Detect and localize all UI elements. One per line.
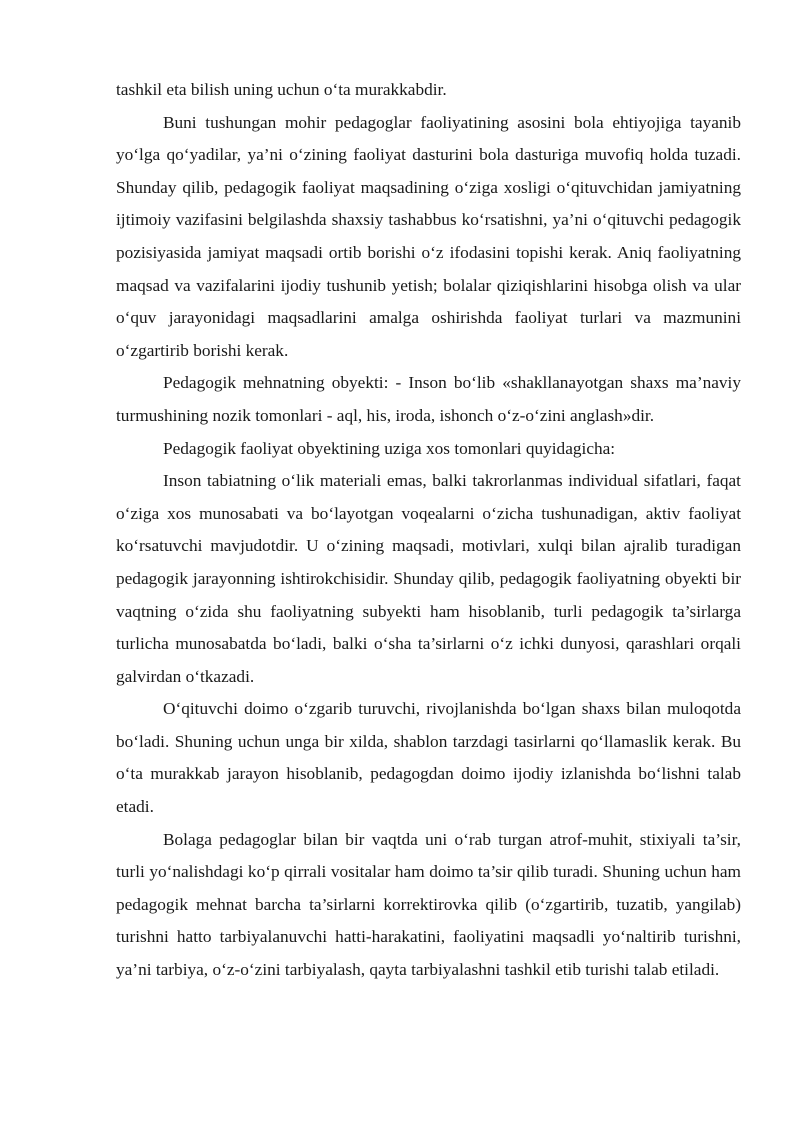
paragraph-obyekt-tomonlari: Pedagogik faoliyat obyektining uziga xos tomonlari quyidagicha: xyxy=(163,438,616,458)
paragraph-oqituvchi: O‘qituvchi doimo o‘zgarib turuvchi, rivojlanishda bo‘lgan shaxs bilan muloqotda bo‘ladi. Shuning uchun unga bir xilda, shablon tarzdagi tasirlarni qo‘llamaslik kerak. Bu o‘ta murakkab jarayon hisoblanib, pedagogdan doimo ijodiy izlanishda bo‘lishni talab etadi. xyxy=(116,699,741,817)
paragraph-continuation: tashkil eta bilish uning uchun o‘ta murakkabdir. xyxy=(116,80,447,99)
paragraph-bolaga-tasir: Bolaga pedagoglar bilan bir vaqtda uni o‘rab turgan atrof-muhit, stixiyali ta’sir, turli yo‘nalishdagi ko‘p qirrali vositalar ham doimo ta’sir qilib turadi. Shuning uchun ham pedagogik mehnat barcha ta’sirlarni korrektirovka qilib (o‘zgartirib, tuzatib, yangilab) turishni hatto tarbiyalanuvchi hatti-harakatini, faoliyatini maqsadli yo‘naltirib turishni, ya’ni tarbiya, o‘z-o‘zini tarbiyalash, qayta tarbiyalashni tashkil etib turishi talab etiladi. xyxy=(116,829,741,980)
paragraph-mehnat-obyekti: Pedagogik mehnatning obyekti: - Inson bo‘lib «shakllanayotgan shaxs ma’naviy turmushining nozik tomonlari - aql, his, iroda, ishonch o‘z-o‘zini anglash»dir. xyxy=(116,373,741,425)
paragraph-pedagog-faoliyati: Buni tushungan mohir pedagoglar faoliyatining asosini bola ehtiyojiga tayanib yo‘lga qo‘yadilar, ya’ni o‘zining faoliyat dasturini bola dasturiga muvofiq holda tuzadi. Shunday qilib, pedagogik faoliyat maqsadining o‘ziga xosligi o‘qituvchidan jamiyatning ijtimoiy vazifasini belgilashda shaxsiy tashabbus ko‘rsatishni, ya’ni o‘qituvchi pedagogik pozisiyasida jamiyat maqsadi ortib borishi o‘z ifodasini topishi kerak. Aniq faoliyatning maqsad va vazifalarini ijodiy tushunib yetish; bolalar qiziqishlarini hisobga olish va ular o‘quv jarayonidagi maqsadlarini amalga oshirishda faoliyat turlari va mazmunini o‘zgartirib borishi kerak. xyxy=(116,112,741,360)
paragraph-inson-tabiati: Inson tabiatning o‘lik materiali emas, balki takrorlanmas individual sifatlari, faqat o‘ziga xos munosabati va bo‘layotgan voqealarni o‘zicha tushunadigan, aktiv faoliyat ko‘rsatuvchi mavjudotdir. U o‘zining maqsadi, motivlari, xulqi bilan ajralib turadigan pedagogik jarayonning ishtirokchisidir. Shunday qilib, pedagogik faoliyatning obyekti bir vaqtning o‘zida shu faoliyatning subyekti ham hisoblanib, turli pedagogik ta’sirlarga turlicha munosabatda bo‘ladi, balki o‘sha ta’sirlarni o‘z ichki dunyosi, qarashlari orqali galvirdan o‘tkazadi. xyxy=(116,471,741,686)
body-text xyxy=(116,74,741,987)
